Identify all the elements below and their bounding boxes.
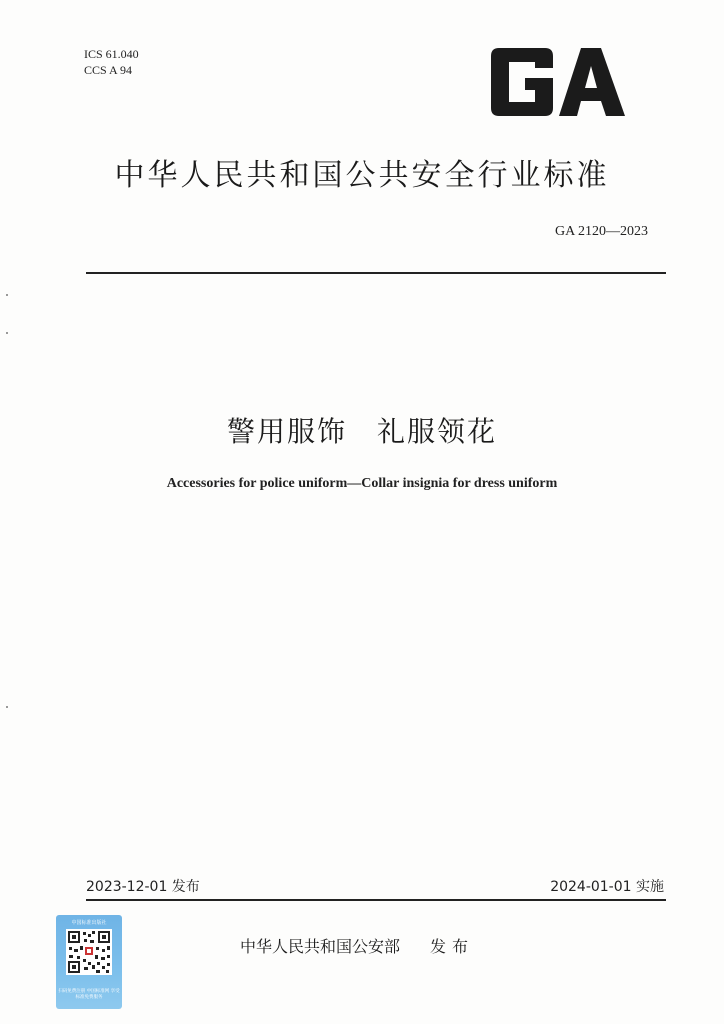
standard-category-title: 中华人民共和国公共安全行业标准 [114,158,610,193]
sticker-note: 扫码免费注册 中国标准网 享受标准免费服务 [58,989,120,1000]
issuer-line [240,934,474,957]
scan-speck [6,332,8,334]
ga-logo [487,46,627,118]
standard-number: GA 2120—2023 [555,224,648,239]
scan-speck [6,706,8,708]
top-divider [86,272,666,274]
scan-speck [6,294,8,296]
sticker-publisher: 中国标准出版社 [71,920,107,926]
issuer-verb: 发布 [430,937,475,956]
issuer-name: 中华人民共和国公安部 [240,937,401,956]
document-title-cn: 警用服饰 礼服领花 [226,415,497,448]
classification-codes [84,46,139,78]
bottom-divider [86,899,666,901]
document-title-en: Accessories for police uniform—Collar insignia for dress uniform [166,476,558,491]
ics-code: ICS 61.040 [84,47,139,61]
qr-code-icon[interactable] [66,929,112,975]
anti-counterfeit-sticker[interactable] [56,915,122,1009]
ccs-code: CCS A 94 [84,63,133,77]
issue-date: 2023-12-01 发布 [86,879,200,895]
implementation-date: 2024-01-01 实施 [550,879,664,895]
